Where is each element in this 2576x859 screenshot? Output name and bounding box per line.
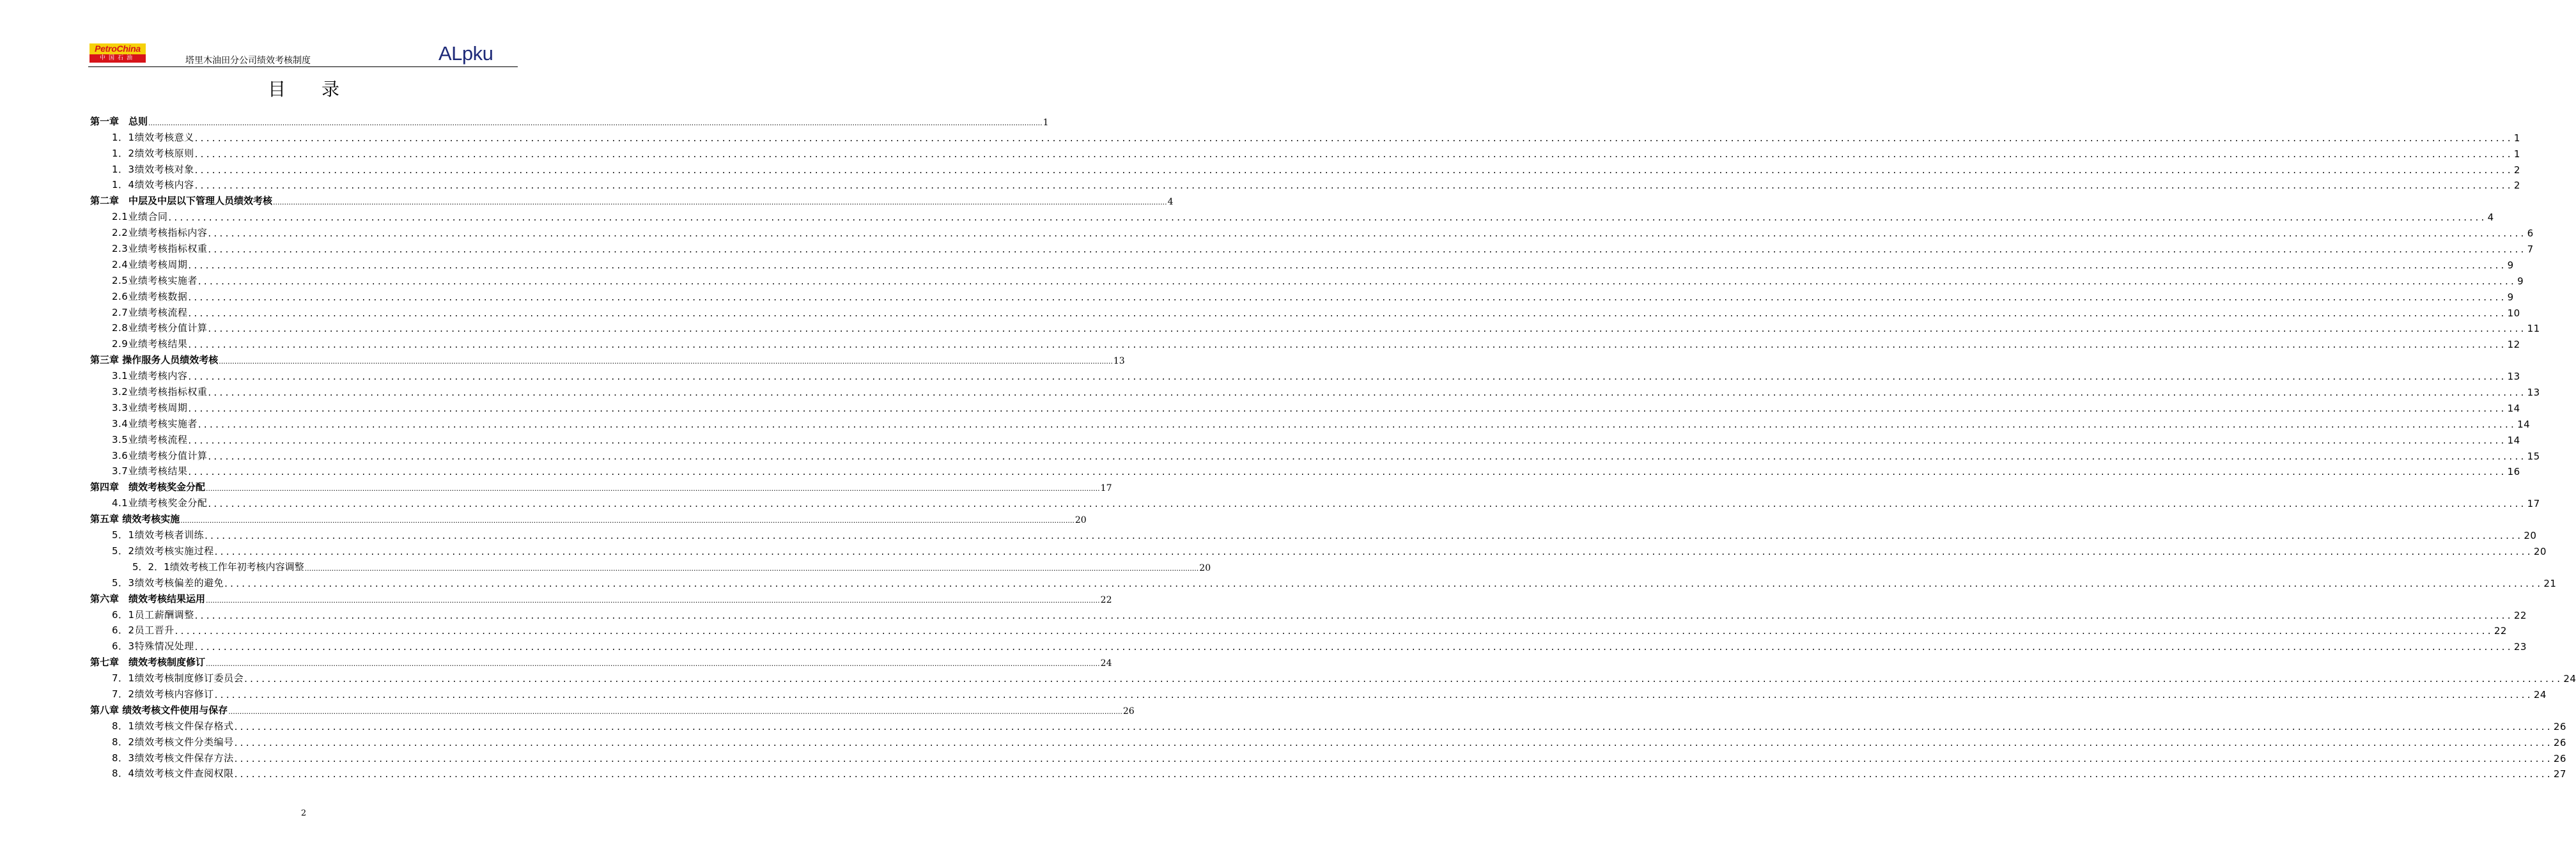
toc-entry-page: 15 xyxy=(2527,450,2540,462)
toc-entry[interactable] xyxy=(90,685,2547,700)
toc-entry[interactable] xyxy=(90,462,2520,478)
toc-dot-leader: ................................................................................................................................................................................................................................................................................................................................................................................................................ xyxy=(194,148,2513,160)
toc-entry[interactable] xyxy=(90,303,2520,319)
toc-dot-leader: ................................................................................................................................................................................................................................................................................................................................................................................................................ xyxy=(188,466,2507,478)
toc-entry-page: 13 xyxy=(2507,371,2520,383)
toc-entry[interactable] xyxy=(90,144,2520,160)
toc-dot-leader: ................................................................................................................................................................................................................................................................................................................................................................................................................ xyxy=(188,434,2507,446)
toc-entry-label: 8．1绩效考核文件保存格式 xyxy=(90,719,234,732)
toc-dot-leader: ................................................................................................................................................................................................................................................................................................................................................................................................................ xyxy=(194,641,2513,653)
toc-dot-leader: ................................................................................................................................................................................................................................................................................................................................................................................................................ xyxy=(194,132,2513,144)
toc-dot-leader: ................................................................................................................................................................................................................................................................................................................................................................................................................ xyxy=(208,387,2527,399)
toc-dot-leader: ................................................................................................................................................................................................................................................................................................................................................................................................................ xyxy=(219,357,1113,366)
toc-entry[interactable] xyxy=(90,287,2514,303)
toc-entry-page: 4 xyxy=(1167,197,1174,208)
toc-dot-leader: ................................................................................................................................................................................................................................................................................................................................................................................................................ xyxy=(214,688,2533,700)
toc-dot-leader: ................................................................................................................................................................................................................................................................................................................................................................................................................ xyxy=(205,530,2524,542)
toc-entry-page: 24 xyxy=(2563,673,2576,685)
toc-entry-page: 21 xyxy=(2543,577,2557,589)
petrochina-logo xyxy=(89,43,146,63)
toc-entry-label: 第五章 绩效考核实施 xyxy=(90,513,180,525)
toc-entry-page: 16 xyxy=(2507,466,2520,478)
toc-entry[interactable] xyxy=(90,334,2520,351)
toc-entry-label: 6．3特殊情况处理 xyxy=(90,639,194,653)
toc-entry[interactable] xyxy=(90,605,2527,621)
toc-entry[interactable] xyxy=(90,589,1112,605)
toc-entry-label: 2.2业绩考核指标内容 xyxy=(90,226,207,239)
petrochina-logo-text: PetroChina xyxy=(89,43,146,54)
toc-dot-leader: ................................................................................................................................................................................................................................................................................................................................................................................................................ xyxy=(206,596,1100,605)
toc-entry-label: 4.1业绩考核奖金分配 xyxy=(90,496,207,509)
toc-dot-leader: ................................................................................................................................................................................................................................................................................................................................................................................................................ xyxy=(208,450,2527,462)
toc-title: 目录 xyxy=(267,79,375,100)
toc-entry-page: 9 xyxy=(2507,291,2514,303)
toc-entry-label: 2.1业绩合同 xyxy=(90,210,167,223)
toc-dot-leader: ................................................................................................................................................................................................................................................................................................................................................................................................................ xyxy=(208,228,2527,240)
toc-entry-label: 5．1绩效考核者训练 xyxy=(90,528,204,541)
toc-entry[interactable] xyxy=(90,207,2494,224)
toc-entry-page: 11 xyxy=(2527,323,2540,335)
toc-entry-label: 2.3业绩考核指标权重 xyxy=(90,242,207,255)
toc-entry[interactable] xyxy=(90,191,1174,208)
toc-entry-label: 5．3绩效考核偏差的避免 xyxy=(90,576,224,589)
toc-entry[interactable] xyxy=(90,176,2520,192)
toc-dot-leader: ................................................................................................................................................................................................................................................................................................................................................................................................................ xyxy=(175,625,2494,637)
toc-entry-label: 3.4业绩考核实施者 xyxy=(90,417,198,430)
toc-entry-label: 8．3绩效考核文件保存方法 xyxy=(90,751,234,764)
toc-entry-page: 13 xyxy=(2527,387,2540,399)
toc-entry-page: 17 xyxy=(2527,498,2540,510)
toc-entry-label: 第三章 操作服务人员绩效考核 xyxy=(90,354,219,366)
toc-entry[interactable] xyxy=(90,239,2534,256)
toc-dot-leader: ................................................................................................................................................................................................................................................................................................................................................................................................................ xyxy=(188,402,2507,414)
toc-entry-page: 26 xyxy=(2553,752,2566,764)
toc-entry[interactable] xyxy=(90,637,2527,653)
toc-entry-label: 6．2员工晋升 xyxy=(90,623,175,637)
toc-entry[interactable] xyxy=(90,128,2520,144)
toc-entry-label: 3.7业绩考核结果 xyxy=(90,464,187,477)
toc-entry[interactable] xyxy=(90,732,2566,748)
toc-entry-page: 9 xyxy=(2507,259,2514,271)
toc-entry-label: 8．2绩效考核文件分类编号 xyxy=(90,735,234,748)
toc-entry-page: 1 xyxy=(2513,148,2520,160)
toc-entry-page: 14 xyxy=(2517,418,2531,430)
toc-entry-label: 第八章 绩效考核文件使用与保存 xyxy=(90,704,228,716)
toc-entry[interactable] xyxy=(90,112,1049,128)
page-header xyxy=(88,40,518,67)
toc-dot-leader: ................................................................................................................................................................................................................................................................................................................................................................................................................ xyxy=(194,180,2513,192)
toc-entry[interactable] xyxy=(90,525,2537,542)
toc-dot-leader: ................................................................................................................................................................................................................................................................................................................................................................................................................ xyxy=(244,673,2563,685)
toc-entry[interactable] xyxy=(90,366,2520,383)
toc-entry-label: 1．1绩效考核意义 xyxy=(90,130,194,144)
toc-dot-leader: ................................................................................................................................................................................................................................................................................................................................................................................................................ xyxy=(194,609,2513,621)
toc-entry-label: 8．4绩效考核文件查阅权限 xyxy=(90,766,234,780)
toc-entry[interactable] xyxy=(90,621,2507,637)
toc-entry[interactable] xyxy=(90,271,2524,287)
toc-entry-page: 17 xyxy=(1100,483,1112,494)
toc-entry-label: 7．1绩效考核制度修订委员会 xyxy=(90,671,244,685)
toc-entry-page: 20 xyxy=(1075,515,1087,526)
toc-entry[interactable] xyxy=(90,398,2520,414)
toc-entry-page: 22 xyxy=(2513,609,2527,621)
toc-entry[interactable] xyxy=(90,446,2540,462)
toc-entry-label: 3.5业绩考核流程 xyxy=(90,433,187,446)
toc-entry-page: 27 xyxy=(2553,768,2566,780)
petrochina-logo-chinese: 中国石油 xyxy=(89,54,146,63)
toc-dot-leader: ................................................................................................................................................................................................................................................................................................................................................................................................................ xyxy=(208,323,2527,335)
toc-entry[interactable] xyxy=(90,255,2514,271)
toc-entry[interactable] xyxy=(90,160,2520,176)
toc-entry[interactable] xyxy=(90,716,2566,732)
toc-dot-leader: ................................................................................................................................................................................................................................................................................................................................................................................................................ xyxy=(273,198,1167,207)
toc-entry-page: 9 xyxy=(2517,275,2524,287)
toc-entry-page: 22 xyxy=(2494,625,2507,637)
toc-entry-page: 22 xyxy=(1100,594,1112,605)
toc-entry-page: 1 xyxy=(1043,117,1049,128)
toc-entry[interactable] xyxy=(90,669,2576,685)
toc-entry-page: 20 xyxy=(2524,530,2537,542)
toc-entry-label: 第七章 绩效考核制度修订 xyxy=(90,656,206,669)
toc-entry-page: 26 xyxy=(2553,720,2566,732)
toc-entry-label: 5．2．1绩效考核工作年初考核内容调整 xyxy=(90,560,304,573)
table-of-contents xyxy=(90,112,2576,780)
page-number: 2 xyxy=(300,809,307,818)
toc-entry-label: 2.8业绩考核分值计算 xyxy=(90,321,207,334)
toc-entry-page: 2 xyxy=(2513,164,2520,176)
toc-dot-leader: ................................................................................................................................................................................................................................................................................................................................................................................................................ xyxy=(180,516,1075,525)
toc-entry-page: 23 xyxy=(2513,641,2527,653)
toc-entry-page: 26 xyxy=(1122,706,1135,716)
toc-dot-leader: ................................................................................................................................................................................................................................................................................................................................................................................................................ xyxy=(224,577,2543,589)
toc-entry-page: 24 xyxy=(2533,688,2547,700)
toc-entry-label: 2.5业绩考核实施者 xyxy=(90,274,198,287)
toc-entry[interactable] xyxy=(90,223,2534,240)
toc-entry-page: 24 xyxy=(1100,658,1112,669)
toc-entry-label: 2.6业绩考核数据 xyxy=(90,290,187,303)
toc-entry-label: 1．2绩效考核原则 xyxy=(90,146,194,160)
toc-entry-label: 第四章 绩效考核奖金分配 xyxy=(90,481,206,493)
toc-dot-leader: ................................................................................................................................................................................................................................................................................................................................................................................................................ xyxy=(168,212,2487,224)
toc-entry-page: 7 xyxy=(2527,244,2534,256)
toc-entry-label: 1．4绩效考核内容 xyxy=(90,178,194,191)
toc-entry-label: 3.6业绩考核分值计算 xyxy=(90,449,207,462)
toc-entry[interactable] xyxy=(90,493,2540,510)
header-title: 塔里木油田分公司绩效考核制度 xyxy=(185,56,311,66)
toc-dot-leader: ................................................................................................................................................................................................................................................................................................................................................................................................................ xyxy=(208,244,2527,256)
toc-entry-label: 2.9业绩考核结果 xyxy=(90,337,187,350)
toc-entry-page: 26 xyxy=(2553,736,2566,748)
toc-entry-label: 3.1业绩考核内容 xyxy=(90,369,187,382)
toc-dot-leader: ................................................................................................................................................................................................................................................................................................................................................................................................................ xyxy=(188,339,2507,351)
toc-entry[interactable] xyxy=(90,573,2557,589)
toc-entry[interactable] xyxy=(90,509,1087,526)
toc-dot-leader: ................................................................................................................................................................................................................................................................................................................................................................................................................ xyxy=(228,707,1122,716)
toc-entry-label: 2.7业绩考核流程 xyxy=(90,306,187,319)
toc-entry-label: 1．3绩效考核对象 xyxy=(90,162,194,176)
toc-entry-page: 4 xyxy=(2487,212,2494,224)
toc-entry-page: 13 xyxy=(1113,356,1125,367)
toc-entry-page: 6 xyxy=(2527,228,2534,240)
toc-entry-page: 14 xyxy=(2507,434,2520,446)
toc-dot-leader: ................................................................................................................................................................................................................................................................................................................................................................................................................ xyxy=(304,564,1199,573)
toc-entry[interactable] xyxy=(90,700,1135,716)
toc-dot-leader: ................................................................................................................................................................................................................................................................................................................................................................................................................ xyxy=(234,768,2553,780)
toc-dot-leader: ................................................................................................................................................................................................................................................................................................................................................................................................................ xyxy=(214,545,2533,557)
toc-entry-label: 2.4业绩考核周期 xyxy=(90,258,187,271)
toc-entry[interactable] xyxy=(90,414,2531,430)
toc-dot-leader: ................................................................................................................................................................................................................................................................................................................................................................................................................ xyxy=(188,371,2507,383)
toc-dot-leader: ................................................................................................................................................................................................................................................................................................................................................................................................................ xyxy=(194,164,2513,176)
toc-entry-page: 20 xyxy=(2533,545,2547,557)
toc-entry[interactable] xyxy=(90,477,1112,494)
toc-entry-label: 6．1员工薪酬调整 xyxy=(90,608,194,621)
toc-dot-leader: ................................................................................................................................................................................................................................................................................................................................................................................................................ xyxy=(148,118,1043,127)
toc-entry-page: 10 xyxy=(2507,307,2520,319)
toc-entry-label: 第一章 总则 xyxy=(90,115,148,127)
toc-entry[interactable] xyxy=(90,764,2566,780)
toc-dot-leader: ................................................................................................................................................................................................................................................................................................................................................................................................................ xyxy=(206,660,1100,669)
alpku-logo: ALpku xyxy=(438,42,493,65)
toc-entry-label: 5．2绩效考核实施过程 xyxy=(90,544,214,557)
toc-entry-page: 2 xyxy=(2513,180,2520,192)
toc-dot-leader: ................................................................................................................................................................................................................................................................................................................................................................................................................ xyxy=(234,752,2553,764)
toc-dot-leader: ................................................................................................................................................................................................................................................................................................................................................................................................................ xyxy=(198,418,2517,430)
toc-entry[interactable] xyxy=(90,653,1112,669)
toc-entry-label: 3.2业绩考核指标权重 xyxy=(90,385,207,398)
toc-entry[interactable] xyxy=(90,557,1211,573)
toc-entry-page: 14 xyxy=(2507,402,2520,414)
toc-dot-leader: ................................................................................................................................................................................................................................................................................................................................................................................................................ xyxy=(198,275,2517,287)
toc-entry-label: 第二章 中层及中层以下管理人员绩效考核 xyxy=(90,195,273,207)
toc-dot-leader: ................................................................................................................................................................................................................................................................................................................................................................................................................ xyxy=(188,307,2507,319)
toc-entry[interactable] xyxy=(90,382,2540,399)
toc-entry[interactable] xyxy=(90,541,2547,557)
toc-entry[interactable] xyxy=(90,430,2520,446)
toc-dot-leader: ................................................................................................................................................................................................................................................................................................................................................................................................................ xyxy=(234,736,2553,748)
toc-entry-label: 第六章 绩效考核结果运用 xyxy=(90,592,206,605)
toc-entry-label: 7．2绩效考核内容修订 xyxy=(90,687,214,700)
toc-dot-leader: ................................................................................................................................................................................................................................................................................................................................................................................................................ xyxy=(188,259,2507,271)
toc-entry-label: 3.3业绩考核周期 xyxy=(90,401,187,414)
toc-entry[interactable] xyxy=(90,350,1125,367)
toc-entry-page: 1 xyxy=(2513,132,2520,144)
toc-entry-page: 12 xyxy=(2507,339,2520,351)
toc-dot-leader: ................................................................................................................................................................................................................................................................................................................................................................................................................ xyxy=(188,291,2507,303)
toc-entry[interactable] xyxy=(90,748,2566,764)
toc-dot-leader: ................................................................................................................................................................................................................................................................................................................................................................................................................ xyxy=(206,484,1100,493)
toc-entry[interactable] xyxy=(90,319,2540,335)
toc-entry-page: 20 xyxy=(1199,562,1211,573)
toc-dot-leader: ................................................................................................................................................................................................................................................................................................................................................................................................................ xyxy=(234,720,2553,732)
toc-dot-leader: ................................................................................................................................................................................................................................................................................................................................................................................................................ xyxy=(208,498,2527,510)
